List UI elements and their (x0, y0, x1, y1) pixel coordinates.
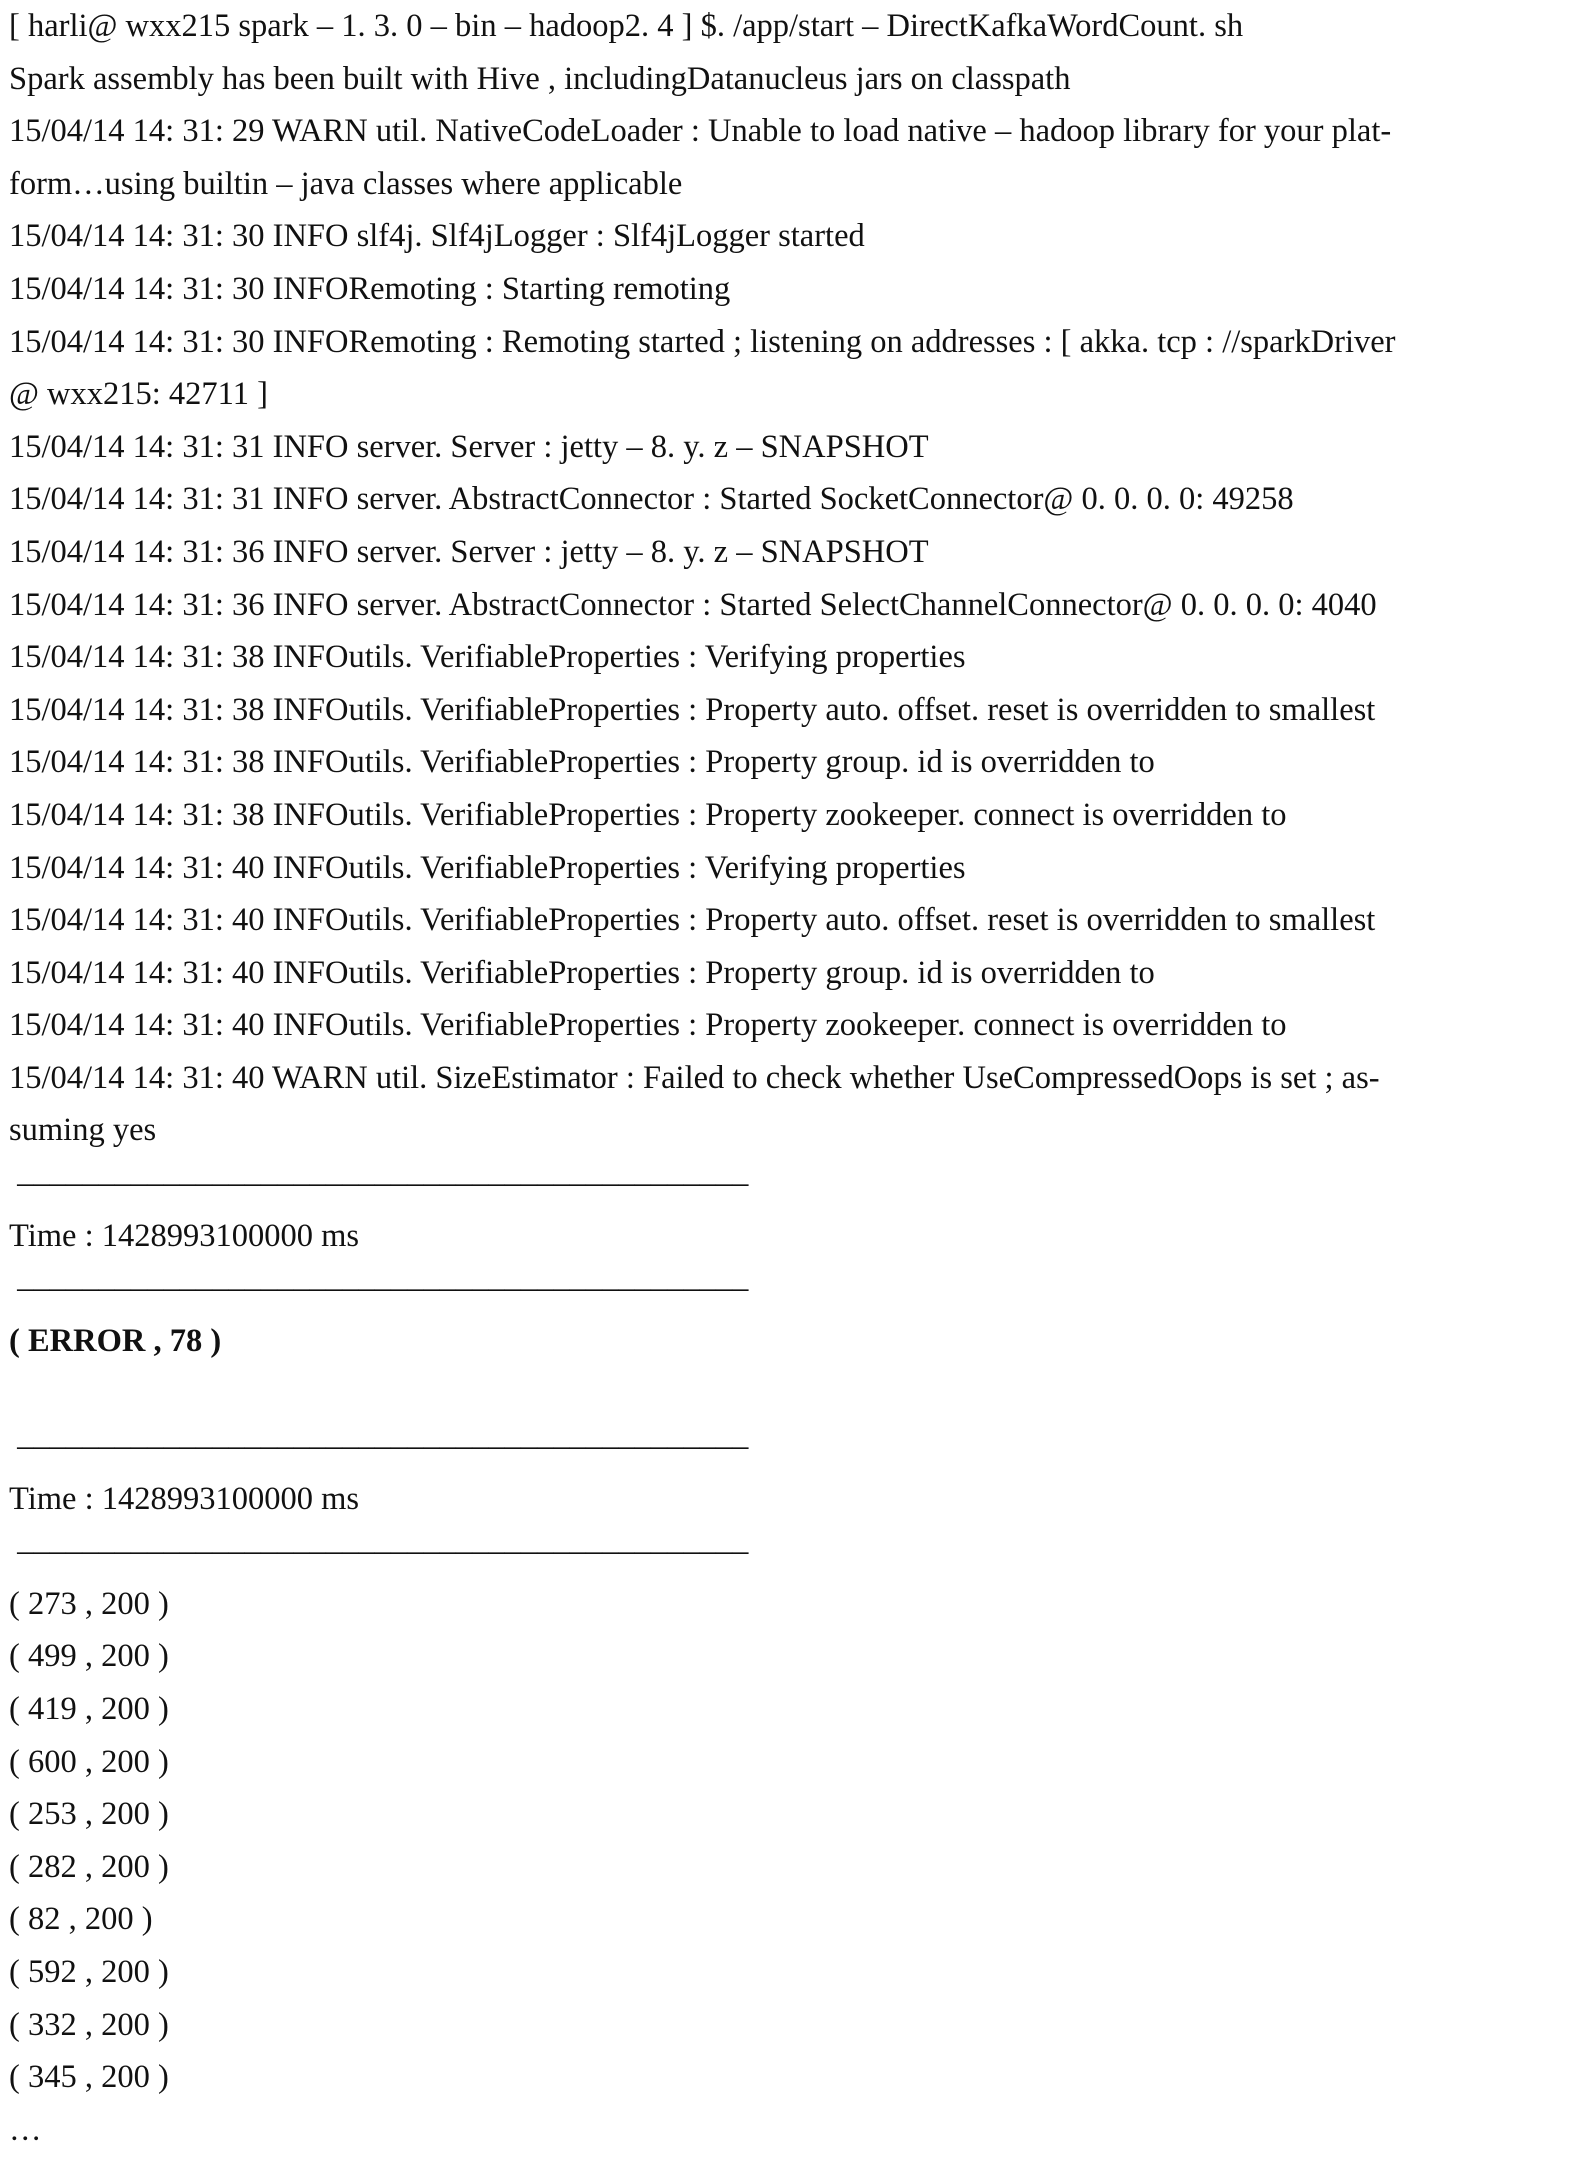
log-line: 15/04/14 14: 31: 31 INFO server. Server : jetty – 8. y. z – SNAPSHOT (9, 428, 929, 465)
log-line: 15/04/14 14: 31: 38 INFOutils. VerifiableProperties : Verifying properties (9, 639, 966, 676)
log-line: 15/04/14 14: 31: 30 INFORemoting : Remoting started ; listening on addresses : [ akka. tcp : //sparkDriver (9, 323, 1396, 360)
log-line: 15/04/14 14: 31: 38 INFOutils. VerifiableProperties : Property zookeeper. connect is overridden to (9, 796, 1287, 833)
separator-line: ––––––––––––––––––––––––––––––––––––––––––––– (9, 1165, 749, 1202)
log-line: 15/04/14 14: 31: 30 INFO slf4j. Slf4jLogger : Slf4jLogger started (9, 218, 865, 255)
command-line: [ harli@ wxx215 spark – 1. 3. 0 – bin – hadoop2. 4 ] $. /app/start – DirectKafkaWordCount. sh (9, 8, 1244, 44)
log-line: 15/04/14 14: 31: 40 WARN util. SizeEstimator : Failed to check whether UseCompressedOops is set ; as- (9, 1059, 1380, 1096)
log-line: 15/04/14 14: 31: 40 INFOutils. VerifiableProperties : Property auto. offset. reset is overridden to smallest (9, 902, 1376, 939)
batch-time-line: Time : 1428993100000 ms (9, 1480, 360, 1517)
log-line: 15/04/14 14: 31: 38 INFOutils. VerifiableProperties : Property auto. offset. reset is overridden to smallest (9, 691, 1376, 728)
console-output (9, 0, 1575, 2156)
log-line: 15/04/14 14: 31: 29 WARN util. NativeCodeLoader : Unable to load native – hadoop library for your plat- (9, 113, 1392, 150)
result-line: ( 82 , 200 ) (9, 1901, 153, 1938)
log-line: 15/04/14 14: 31: 36 INFO server. AbstractConnector : Started SelectChannelConnector@ 0. 0. 0. 0: 4040 (9, 586, 1377, 623)
result-line: ( 273 , 200 ) (9, 1585, 169, 1622)
log-line: 15/04/14 14: 31: 38 INFOutils. VerifiableProperties : Property group. id is overridden to (9, 744, 1155, 781)
batch-time-line: Time : 1428993100000 ms (9, 1217, 360, 1254)
result-line: ( 419 , 200 ) (9, 1691, 169, 1727)
result-line: ( 345 , 200 ) (9, 2059, 169, 2096)
log-line: 15/04/14 14: 31: 31 INFO server. AbstractConnector : Started SocketConnector@ 0. 0. 0. 0: 49258 (9, 481, 1294, 518)
separator-line: ––––––––––––––––––––––––––––––––––––––––––––– (9, 1270, 749, 1307)
result-line: ( 499 , 200 ) (9, 1638, 169, 1675)
ellipsis-line: … (9, 2111, 42, 2148)
result-line: ( 600 , 200 ) (9, 1743, 169, 1780)
log-line: suming yes (9, 1112, 157, 1149)
log-line: Spark assembly has been built with Hive , includingDatanucleus jars on classpath (9, 60, 1071, 97)
result-line: ( 282 , 200 ) (9, 1848, 169, 1885)
log-line: 15/04/14 14: 31: 40 INFOutils. VerifiableProperties : Property group. id is overridden to (9, 954, 1155, 991)
log-line: form…using builtin – java classes where applicable (9, 165, 683, 202)
log-line: 15/04/14 14: 31: 36 INFO server. Server : jetty – 8. y. z – SNAPSHOT (9, 533, 929, 570)
error-count-line: ( ERROR , 78 ) (9, 1322, 222, 1359)
log-line: 15/04/14 14: 31: 40 INFOutils. VerifiableProperties : Property zookeeper. connect is overridden to (9, 1007, 1287, 1044)
result-line: ( 592 , 200 ) (9, 1953, 169, 1990)
result-line: ( 253 , 200 ) (9, 1796, 169, 1833)
log-line: @ wxx215: 42711 ] (9, 376, 268, 413)
separator-line: ––––––––––––––––––––––––––––––––––––––––––––– (9, 1533, 749, 1570)
separator-line: ––––––––––––––––––––––––––––––––––––––––––––– (9, 1428, 749, 1465)
result-line: ( 332 , 200 ) (9, 2006, 169, 2043)
log-line: 15/04/14 14: 31: 40 INFOutils. VerifiableProperties : Verifying properties (9, 849, 966, 886)
log-line: 15/04/14 14: 31: 30 INFORemoting : Starting remoting (9, 270, 731, 307)
